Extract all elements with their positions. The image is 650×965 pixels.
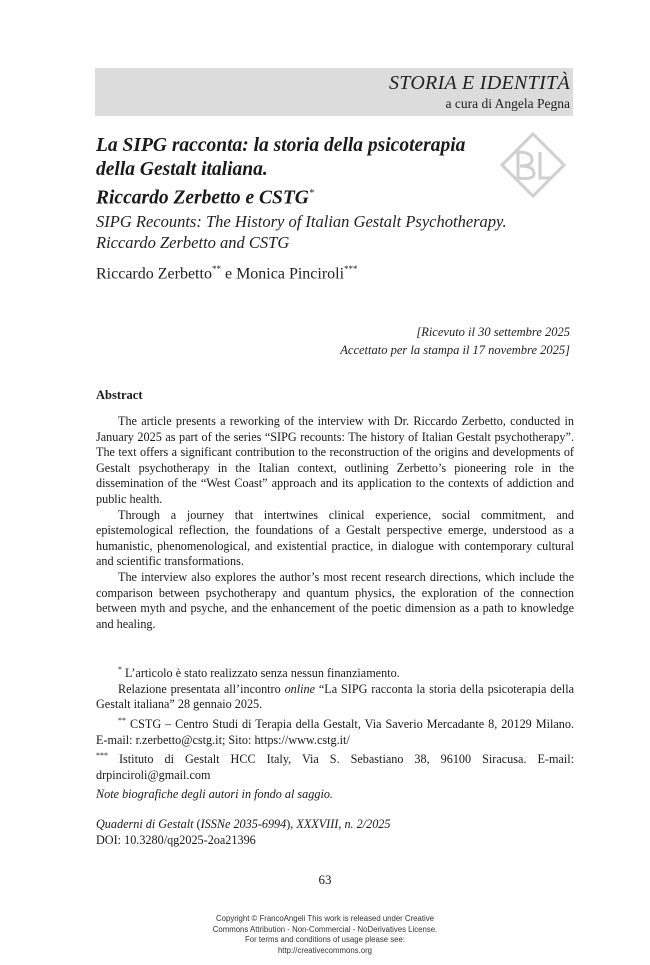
citation-volume: XXXVIII, n. 2/2025 xyxy=(296,817,391,831)
accepted-date: Accettato per la stampa il 17 novembre 2025] xyxy=(340,343,570,357)
title-italian-line-2: della Gestalt italiana. xyxy=(96,159,268,180)
footnote-1b-online: online xyxy=(284,681,316,696)
title-italian-line-3 xyxy=(96,182,536,211)
received-date: [Ricevuto il 30 settembre 2025 xyxy=(416,325,570,339)
title-italian-line-1: La SIPG racconta: la storia della psicoterapia xyxy=(96,135,466,156)
section-editor: a cura di Angela Pegna xyxy=(445,96,570,111)
author-2-marker: *** xyxy=(344,264,358,274)
abstract-body xyxy=(96,414,574,632)
citation-issn-close: ), xyxy=(286,817,297,831)
section-title: STORIA E IDENTITÀ xyxy=(388,72,570,94)
citation-line xyxy=(96,816,391,832)
bio-note: Note biografiche degli autori in fondo al saggio. xyxy=(96,787,333,801)
license-line-2: Commons Attribution - Non-Commercial - NoDerivatives License. xyxy=(212,924,438,934)
submission-dates xyxy=(340,323,570,359)
authors-line xyxy=(96,264,358,283)
title-english-line-2: Riccardo Zerbetto and CSTG xyxy=(96,232,290,252)
license-line-1: Copyright © FrancoAngeli This work is released under Creative xyxy=(216,914,434,923)
author-2: Monica Pinciroli xyxy=(236,265,345,283)
footnote-3-marker: *** xyxy=(96,751,108,761)
title-italian-line-3-text: Riccardo Zerbetto e CSTG xyxy=(96,187,309,209)
citation-issn: ISSNe 2035-6994 xyxy=(200,817,287,831)
license-link[interactable]: http://creativecommons.org xyxy=(277,945,373,955)
title-footnote-marker: * xyxy=(308,188,314,199)
footnote-1 xyxy=(96,662,574,682)
abstract-paragraph-1: The article presents a reworking of the interview with Dr. Riccardo Zerbetto, conducted in January 2025 as part of the series “SIPG recounts: The history of Italian Gestalt psychotherapy”. The text offers a significant contribution to the reconstruction of the origins and developments of Gestalt psychotherapy in the Italian context, outlining Zerbetto’s pioneering role in the dissemination of the “West Coast” approach and its application to the contexts of addiction and public health. xyxy=(96,414,574,506)
abstract-paragraph-2: Through a journey that intertwines clinical experience, social commitment, and epistemological reflection, the foundations of a Gestalt perspective emerge, understood as a humanistic, phenomenological, and existential practice, in dialogue with contemporary cultural and scientific transformations. xyxy=(96,507,574,569)
footnotes xyxy=(96,662,574,783)
license-line-3: For terms and conditions of usage please see: xyxy=(245,935,405,944)
citation-journal: Quaderni di Gestalt xyxy=(96,817,194,831)
article-title-block xyxy=(96,134,536,253)
citation-doi: DOI: 10.3280/qg2025-2oa21396 xyxy=(96,833,256,847)
footnote-1b-rest: “La SIPG racconta la storia della psicoterapia della Gestalt italiana” 28 gennaio 2025. xyxy=(96,681,574,712)
page-number: 63 xyxy=(318,872,332,887)
citation-issn-open: ( xyxy=(193,817,201,831)
footnote-1b-prefix: Relazione presentata all’incontro xyxy=(118,681,285,696)
footnote-1-text: L’articolo è stato realizzato senza nessun finanziamento. xyxy=(122,666,400,681)
abstract-paragraph-3: The interview also explores the author’s most recent research directions, which include the comparison between psychotherapy and quantum physics, the exploration of the connection between myth and psyche, and the enhancement of the poetic dimension as a path to knowledge and healing. xyxy=(96,569,574,631)
journal-citation xyxy=(96,816,391,848)
author-1: Riccardo Zerbetto xyxy=(96,265,212,283)
footnote-2 xyxy=(96,713,574,748)
footnote-2-text: CSTG – Centro Studi di Terapia della Gestalt, Via Saverio Mercadante 8, 20129 Milano. E-mail: r.zerbetto@cstg.it; Sito: https://www.cstg.it/ xyxy=(96,716,574,747)
license-notice xyxy=(0,914,650,956)
title-english-line-1: SIPG Recounts: The History of Italian Gestalt Psychotherapy. xyxy=(96,211,507,231)
footnote-3 xyxy=(96,748,574,783)
footnote-1b xyxy=(96,682,574,713)
footnote-1-marker: * xyxy=(118,665,122,674)
footnote-2-marker: ** xyxy=(118,715,126,725)
author-1-marker: ** xyxy=(211,264,221,274)
abstract-heading: Abstract xyxy=(96,388,143,402)
footnote-3-text: Istituto di Gestalt HCC Italy, Via S. Sebastiano 38, 96100 Siracusa. E-mail: drpinciroli@gmail.com xyxy=(96,752,574,782)
author-conjunction: e xyxy=(220,265,237,283)
